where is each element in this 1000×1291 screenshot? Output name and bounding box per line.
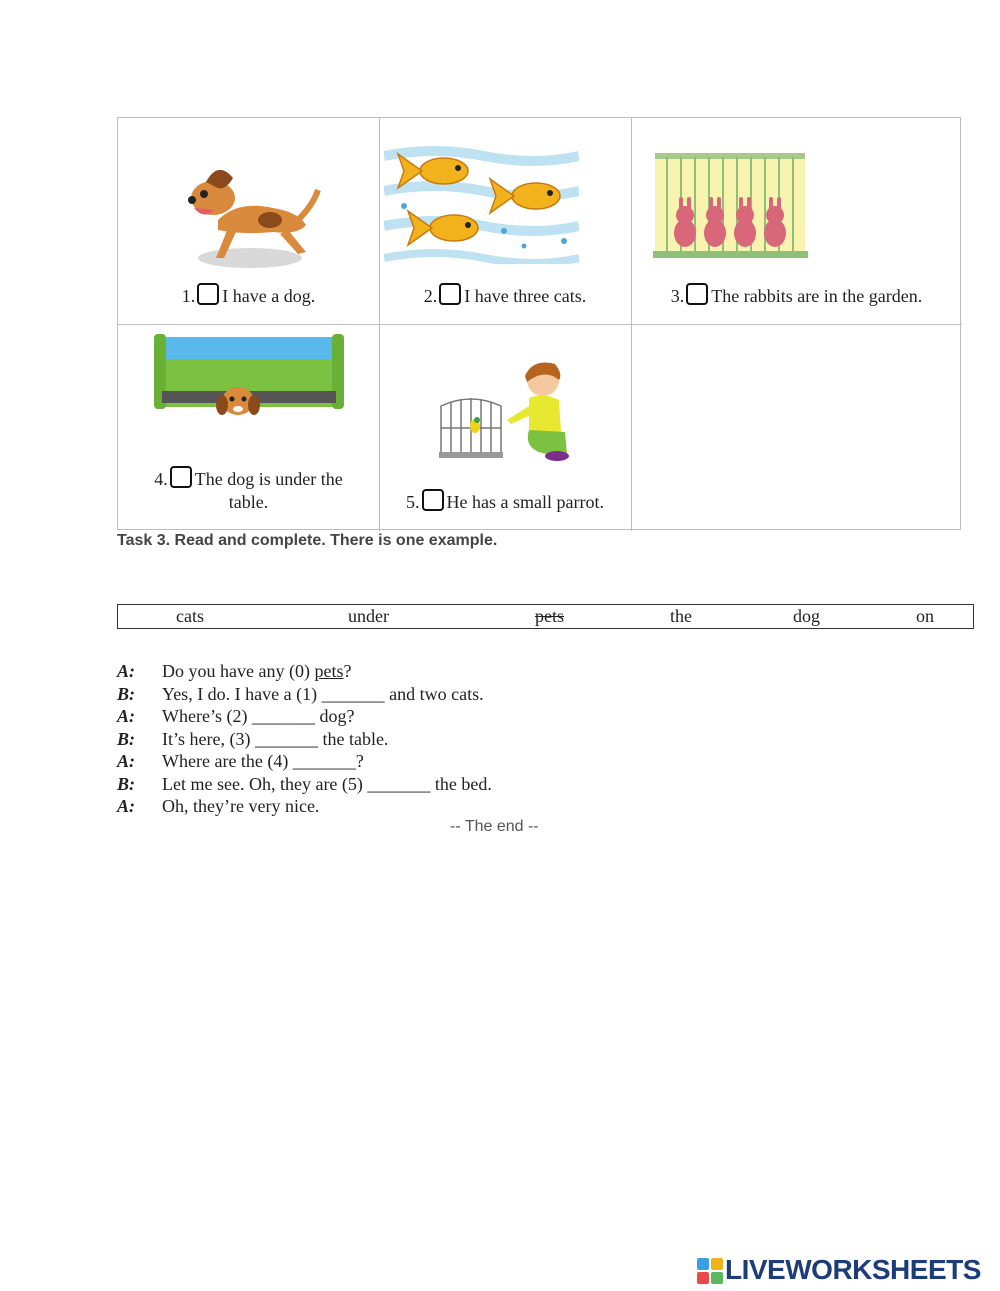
dog-under-bed-image: [154, 329, 344, 421]
word-bank-item: dog: [793, 606, 820, 626]
speaker: B:: [117, 683, 135, 704]
liveworksheets-blocks-icon: [697, 1258, 723, 1284]
dialog-text-blank-4[interactable]: Where are the (4) _______?: [162, 751, 364, 771]
picture-grid: [117, 117, 961, 530]
statement-3: 3. The rabbits are in the garden.: [631, 283, 962, 308]
dialog-text-blank-5[interactable]: Let me see. Oh, they are (5) _______ the bed.: [162, 773, 492, 794]
statement-5: 5. He has a small parrot.: [379, 489, 631, 514]
answer-checkbox-1[interactable]: [197, 283, 219, 305]
dialog-text-blank-2[interactable]: Where’s (2) _______ dog?: [162, 706, 355, 726]
answer-checkbox-3[interactable]: [686, 283, 708, 305]
statement-4: 4. The dog is under the table.: [118, 466, 379, 514]
answer-checkbox-2[interactable]: [439, 283, 461, 305]
speaker: B:: [117, 728, 135, 749]
speaker: A:: [117, 796, 135, 816]
task-3-title: Task 3. Read and complete. There is one example.: [117, 532, 498, 549]
dialog-text: Do you have any (0) pets?: [162, 661, 352, 681]
caged-rabbits-image: [653, 153, 808, 261]
brand-name: LIVEWORKSHEETS: [725, 1254, 981, 1285]
end-text: -- The end --: [450, 818, 539, 835]
word-bank: [117, 604, 974, 629]
statement-1: 1. I have a dog.: [118, 283, 379, 308]
cell-dog: [118, 118, 380, 325]
cell-rabbits: [631, 118, 962, 325]
dialog-text-blank-3[interactable]: It’s here, (3) _______ the table.: [162, 728, 389, 749]
speaker: A:: [117, 661, 135, 681]
speaker: A:: [117, 706, 135, 726]
speaker: B:: [117, 773, 135, 794]
word-bank-item: under: [348, 606, 389, 626]
word-bank-item: cats: [176, 606, 204, 626]
cell-dog-under-bed: [118, 324, 380, 531]
speaker: A:: [117, 751, 135, 771]
cell-fish: [379, 118, 632, 325]
word-bank-item: on: [916, 606, 934, 626]
word-bank-item: the: [670, 606, 692, 626]
example-answer: pets: [314, 661, 344, 681]
dialog-text: Oh, they’re very nice.: [162, 796, 320, 816]
goldfish-image: [384, 146, 579, 264]
statement-2: 2. I have three cats.: [379, 283, 631, 308]
answer-checkbox-4[interactable]: [170, 466, 192, 488]
dialog-text-blank-1[interactable]: Yes, I do. I have a (1) _______ and two cats.: [162, 683, 484, 704]
running-dog-image: [178, 150, 328, 270]
answer-checkbox-5[interactable]: [422, 489, 444, 511]
cell-empty: [631, 324, 962, 531]
boy-with-parrot-image: [437, 358, 582, 463]
cell-boy-parrot: [379, 324, 632, 531]
word-bank-item-example: pets: [535, 606, 564, 626]
